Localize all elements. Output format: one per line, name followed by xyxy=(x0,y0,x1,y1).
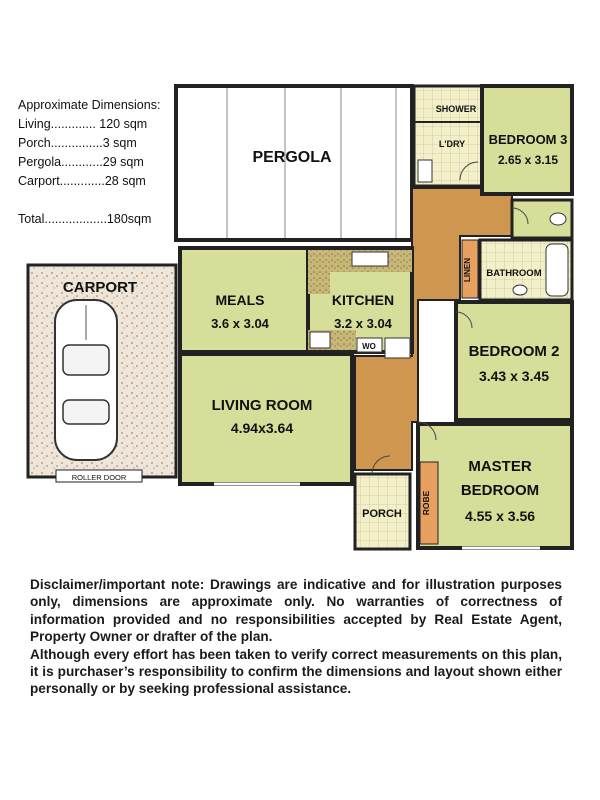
meals-size: 3.6 x 3.04 xyxy=(211,316,269,331)
dims-total: Total..................180sqm xyxy=(18,212,152,226)
wo-label: WO xyxy=(362,342,376,351)
pergola xyxy=(176,86,412,240)
living-room xyxy=(180,354,352,484)
kitchen-size: 3.2 x 3.04 xyxy=(334,316,392,331)
bedroom2-label: BEDROOM 2 xyxy=(468,343,560,360)
linen-cupboard xyxy=(462,240,478,298)
roller-door-label: ROLLER DOOR xyxy=(71,473,127,482)
bedroom3-label: BEDROOM 3 xyxy=(488,132,568,147)
meals-label: MEALS xyxy=(215,292,265,308)
disclaimer-paragraph-1: Disclaimer/important note: Drawings are indicative and for illustration purposes only, dimensions are approximate only. No warranties of correctness of information provided and no responsibilities accepted by Real Estate Agent, Property Owner or drafter of the plan. xyxy=(30,577,562,645)
cooktop-icon xyxy=(310,332,330,348)
toilet-icon xyxy=(550,213,566,225)
sink-icon xyxy=(352,252,388,266)
carport-label: CARPORT xyxy=(62,279,138,296)
fridge-icon xyxy=(385,338,410,358)
disclaimer-paragraph-2: Although every effort has been taken to verify correct measurements on this plan, it is purchaser’s responsibility to confirm the dimensions and layout shown either personally or by seeking professional assistance. xyxy=(30,646,562,697)
car-icon xyxy=(55,300,117,460)
master-size: 4.55 x 3.56 xyxy=(464,508,536,524)
master-label-1: MASTER xyxy=(468,458,532,475)
dims-carport: Carport.............28 sqm xyxy=(18,174,146,188)
tub-icon xyxy=(418,160,432,182)
bedroom-3 xyxy=(482,86,572,194)
carport xyxy=(28,265,176,482)
basin-icon xyxy=(513,285,527,295)
living-room-label: LIVING ROOM xyxy=(211,397,313,414)
bathroom xyxy=(480,240,572,300)
bathroom-label: BATHROOM xyxy=(486,268,542,279)
dims-porch: Porch...............3 sqm xyxy=(18,136,137,150)
porch-label: PORCH xyxy=(362,508,402,520)
master-label-2: BEDROOM xyxy=(460,482,540,499)
bath-icon xyxy=(546,244,568,296)
bedroom3-size: 2.65 x 3.15 xyxy=(497,153,559,167)
dims-living: Living............. 120 sqm xyxy=(18,117,148,131)
toilet xyxy=(512,200,572,238)
bedroom2-size: 3.43 x 3.45 xyxy=(478,368,550,384)
dims-heading: Approximate Dimensions: xyxy=(18,98,161,112)
laundry xyxy=(414,86,482,186)
kitchen-room xyxy=(308,248,412,358)
pergola-label: PERGOLA xyxy=(252,149,332,166)
disclaimer xyxy=(30,576,562,698)
kitchen-label: KITCHEN xyxy=(331,292,395,308)
laundry-label: L'DRY xyxy=(438,139,466,149)
porch xyxy=(355,474,410,549)
linen-label: LINEN xyxy=(463,258,472,282)
dims-pergola: Pergola............29 sqm xyxy=(18,155,144,169)
bedroom-2 xyxy=(456,302,572,420)
meals-room xyxy=(180,248,310,352)
shower-label: SHOWER xyxy=(435,104,477,114)
living-room-size: 4.94x3.64 xyxy=(230,420,294,436)
master-bedroom xyxy=(418,424,572,548)
robe-label: ROBE xyxy=(421,490,431,516)
